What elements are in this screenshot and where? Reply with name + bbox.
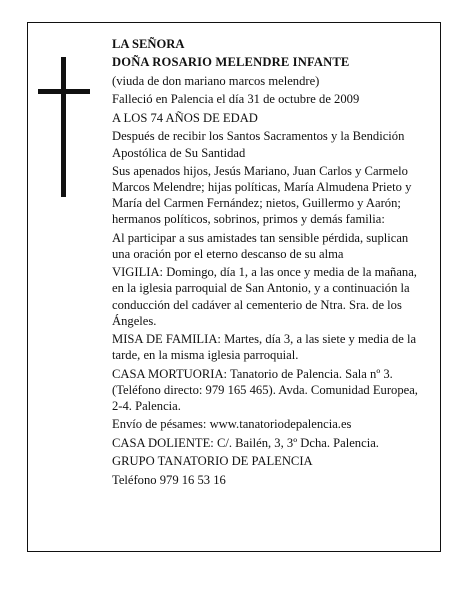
phone-line: Teléfono 979 16 53 16	[112, 472, 226, 487]
prayer-request-paragraph: Al participar a sus amistades tan sensible pérdida, suplican una oración por el eterno descanso de su alma	[112, 230, 409, 261]
deceased-name: DOÑA ROSARIO MELENDRE INFANTE	[112, 55, 350, 70]
cross-vertical-bar	[61, 57, 66, 197]
widow-of-line: (viuda de don mariano marcos melendre)	[112, 73, 320, 88]
age-line: A LOS 74 AÑOS DE EDAD	[112, 110, 258, 125]
condolences-line: Envío de pésames: www.tanatoriodepalencia.es	[112, 417, 352, 432]
cross-horizontal-bar	[38, 89, 90, 94]
family-paragraph: Sus apenados hijos, Jesús Mariano, Juan Carlos y Carmelo Marcos Melendre; hijas políticas, María Almudena Prieto y María del Carmen Fernández; nietos, Guillermo y Aarón; hermanos políticos, sobrinos, primos y demás familia:	[112, 164, 412, 227]
funeral-group-line: GRUPO TANATORIO DE PALENCIA	[112, 454, 313, 469]
sacraments-paragraph: Después de recibir los Santos Sacramentos y la Bendición Apostólica de Su Santidad	[112, 129, 405, 160]
latin-cross-icon	[38, 57, 90, 197]
mortuary-paragraph: CASA MORTUORIA: Tanatorio de Palencia. Sala nº 3. (Teléfono directo: 979 165 465). Avda. Comunidad Europea, 2-4. Palencia.	[112, 366, 418, 413]
death-line: Falleció en Palencia el día 31 de octubre de 2009	[112, 92, 360, 107]
obituary-text	[112, 36, 428, 490]
family-mass-paragraph: MISA DE FAMILIA: Martes, día 3, a las siete y media de la tarde, en la misma iglesia parroquial.	[112, 332, 417, 363]
vigil-paragraph: VIGILIA: Domingo, día 1, a las once y media de la mañana, en la iglesia parroquial de San Antonio, y a continuación la conducción del cadáver al cementerio de Ntra. Sra. de los Ángeles.	[112, 265, 417, 328]
mourning-house-line: CASA DOLIENTE: C/. Bailén, 3, 3º Dcha. Palencia.	[112, 435, 379, 450]
notice-title: LA SEÑORA	[112, 37, 185, 51]
